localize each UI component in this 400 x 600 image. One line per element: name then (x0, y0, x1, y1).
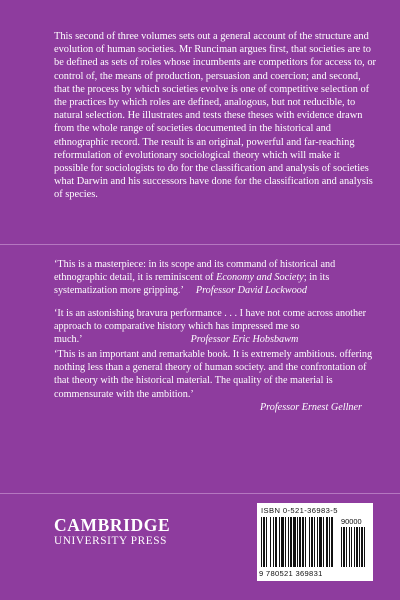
barcode-icon (261, 517, 369, 569)
publisher-subtitle: UNIVERSITY PRESS (54, 535, 168, 547)
ean-digits: 9 780521 369831 (259, 569, 323, 578)
review-quote-lockwood (54, 258, 376, 298)
quote-attribution: Professor David Lockwood (195, 285, 307, 297)
review-quote-hobsbawm (54, 307, 376, 347)
blurb-text: This second of three volumes sets out a general account of the structure and evolution of human societies. Mr Runciman argues first, that societies are to be defined as sets of roles whose incumbents are competitors for access to, or control of, the means of production, persuasion and coercion; and second, that the process by which societies evolve is one of competitive selection of the practices by which roles are defined, analogous, but not reducible, to natural selection. He illustrates and tests these theses with evidence drawn from the whole range of societies documented in the historical and ethnographic record. The result is an original, powerful and far-reaching reformulation of evolutionary sociological theory which will make it possible for sociologists to do for the classification and analysis of societies what Darwin and his successors have done for the classification and analysis of species. (54, 31, 377, 201)
quote-book-title: Economy and Society (216, 272, 304, 284)
review-quote-gellner (54, 348, 376, 414)
divider-top (0, 244, 400, 245)
divider-bottom (0, 493, 400, 494)
publisher-logo (54, 517, 170, 548)
quote-text: ‘This is an important and remarkable book. It is extremely ambitious. offering nothing less than a general theory of human society. and the confrontation of that theory with the historical material. The quality of the material is commensurate with the ambition.’ (54, 349, 373, 400)
barcode-addon-digits: 90000 (341, 517, 362, 526)
quote-text-end: ; in its systematization more gripping.’ (54, 272, 330, 297)
publisher-name: CAMBRIDGE (54, 515, 171, 535)
isbn-label: ISBN 0-521-36983-5 (261, 506, 338, 515)
barcode-box (257, 503, 373, 581)
quote-text: ‘It is an astonishing bravura performance . . . I have not come across another approach to comparative history which has impressed me so much.’ (54, 308, 367, 346)
quote-text: ‘This is a masterpiece: in its scope and its command of historical and ethnographic detail, it is reminiscent of (54, 259, 336, 284)
quote-attribution: Professor Eric Hobsbawm (190, 334, 299, 346)
blurb-paragraph (54, 30, 376, 202)
quote-attribution: Professor Ernest Gellner (259, 401, 362, 413)
